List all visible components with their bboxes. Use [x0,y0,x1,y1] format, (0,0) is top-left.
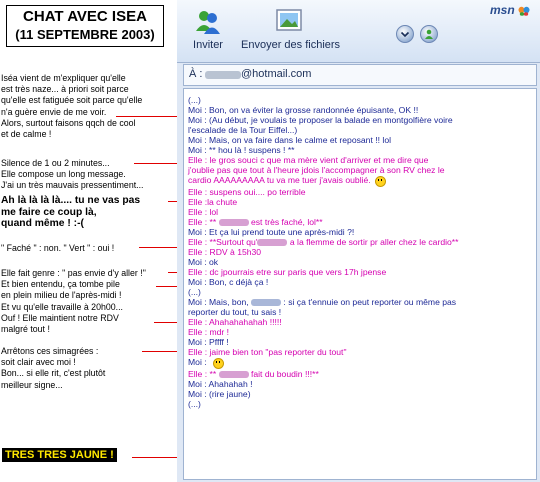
message-text: Elle : **Surtout qu' [188,236,258,247]
annotation-column [0,0,176,482]
contact-status-button[interactable] [420,25,438,43]
send-files-label: Envoyer des fichiers [241,39,341,51]
redacted-name [251,299,281,306]
title-date: (11 SEPTEMBRE 2003) [15,27,155,42]
message-text: Elle : mdr ! [188,327,230,338]
chat-message [188,317,534,327]
message-text: (...) [188,398,201,409]
picture-icon [274,7,304,35]
chat-message [188,257,534,267]
chat-message [188,327,534,337]
message-text: Elle : jaime bien ton "pas reporter du tout" [188,347,347,358]
message-text-continued: est très faché, lol** [248,216,323,227]
message-text: cardio AAAAAAAAA tu va me tuer j'avais oublié. [188,175,371,186]
chat-message [188,347,534,357]
message-text: Moi : (Au début, je voulais te proposer la balade en montgolfière voire [188,115,453,126]
message-text: Moi : (rire jaune) [188,388,251,399]
chat-message [188,237,534,247]
message-text: Moi : ** hou là ! suspens ! ** [188,145,295,156]
message-text: Moi : Pffff ! [188,337,229,348]
chat-message [188,187,534,197]
annotation-note: Silence de 1 ou 2 minutes... Elle compose un long message. J'ai un très mauvais pressentiment... [1,158,144,191]
arrow-icon [156,286,178,287]
message-text: Elle : Ahahahahahah !!!!! [188,317,282,328]
message-list [188,95,534,409]
message-text: Elle :la chute [188,196,238,207]
message-text-continued: fait du boudin !!!** [248,368,319,379]
msn-logo [490,3,530,17]
invite-label: Inviter [193,39,223,51]
message-text: reporter du tout, tu sais ! [188,307,282,318]
send-files-button[interactable] [241,5,341,55]
chat-message [188,267,534,277]
redacted-name [257,239,287,246]
highlight-label: TRES TRES JAUNE ! [2,448,117,462]
chat-message [188,369,534,379]
butterfly-icon [518,6,530,16]
message-text: Moi : Mais, on va faire dans le calme et reposant !! lol [188,135,392,146]
chat-message [188,197,534,207]
arrow-icon [154,322,178,323]
message-text: Moi : Et ça lui prend toute une après-midi ?! [188,226,355,237]
message-text: Elle : lol [188,206,219,217]
invite-button[interactable] [185,5,231,55]
menu-dropdown-button[interactable] [396,25,414,43]
msn-logo-text: msn [489,3,515,17]
message-text: Moi : Bon, c déjà ça ! [188,277,269,288]
chat-message [188,217,534,227]
annotation-note: Arrêtons ces simagrées : soit clair avec moi ! Bon... si elle rit, c'est plutôt meilleur signe... [1,346,106,390]
chat-message [188,379,534,389]
arrow-icon [134,163,178,164]
message-text: Moi : Bon, on va éviter la grosse randonnée épuisante, OK !! [188,105,419,116]
message-text: (...) [188,287,201,298]
chat-message [188,277,534,287]
chat-message [188,207,534,217]
buddy-status-icon [421,26,437,42]
message-text: Elle : le gros souci c que ma mère vient d'arriver et me dire que [188,155,429,166]
annotation-note: Iséa vient de m'expliquer qu'elle est très naze... à priori soit parce qu'elle est fatiguée soit parce qu'elle n'a guère envie de me voir. Alors, surtout faisons qqch de cool et de calme ! [1,73,143,140]
page-title [6,5,164,47]
chat-message [188,115,534,125]
message-text: Elle : suspens oui.... po terrible [188,186,306,197]
title-line-1: CHAT AVEC ISEA [23,8,147,25]
conversation-history[interactable] [183,88,537,480]
redacted-name [219,371,249,378]
chat-message [188,227,534,237]
message-text: Elle : ** [188,368,219,379]
to-label: À : [189,68,203,80]
chat-message [188,247,534,257]
chat-message [188,105,534,115]
chat-message [188,155,534,165]
chat-message [188,125,534,135]
chat-message [188,337,534,347]
chat-message [188,307,534,317]
arrow-icon [116,116,178,117]
message-text: Moi : Mais, bon, [188,297,252,308]
annotation-note: " Faché " : non. " Vert " : oui ! [1,243,115,253]
chat-message [188,165,534,175]
message-text: l'escalade de la Tour Eiffel...) [188,125,298,136]
message-text-continued: : si ça t'ennuie on peut reporter ou même pas [281,297,457,308]
arrow-icon [132,457,178,458]
chat-message [188,95,534,105]
buddy-icon [193,7,223,37]
arrow-icon [142,351,178,352]
chat-message [188,145,534,155]
annotation-note-emphasis: Ah là là là là.... tu ne vas pas me faire ce coup là, quand même ! :-( [1,195,141,230]
recipient-bar [183,64,537,86]
message-text: (...) [188,95,201,105]
chat-message [188,287,534,297]
msn-chat-window [177,0,540,482]
chat-message [188,175,534,186]
message-text: Moi : [188,357,210,368]
annotation-note: Elle fait genre : " pas envie d'y aller !" Et bien entendu, ça tombe pile en plein milieu de l'après-midi ! Et vu qu'elle travaille à 20h00... Ouf ! Elle maintient notre RDV malgré tout ! [1,268,146,335]
message-text: Moi : Ahahahah ! [188,378,253,389]
message-text: Elle : RDV à 15h30 [188,246,262,257]
chat-message [188,297,534,307]
message-text: j'oublie pas que tout à l'heure jdois l'accompagner à son RV chez le [188,165,445,176]
chat-message [188,135,534,145]
redacted-username [205,71,241,79]
chat-message [188,399,534,409]
smiley-emoticon-icon [213,358,224,369]
toolbar [177,0,540,63]
message-text-continued: a la flemme de sortir pr aller chez le cardio** [287,236,459,247]
arrow-icon [139,247,178,248]
chat-message [188,357,534,368]
chat-message [188,389,534,399]
smiley-emoticon-icon [375,176,386,187]
message-text: Moi : ok [188,256,219,267]
chevron-down-icon [397,26,413,42]
message-text: Elle : ** [188,216,219,227]
redacted-name [219,219,249,226]
message-text: Elle : dc jpourrais etre sur paris que vers 17h jpense [188,266,387,277]
recipient-domain: @hotmail.com [241,68,312,80]
